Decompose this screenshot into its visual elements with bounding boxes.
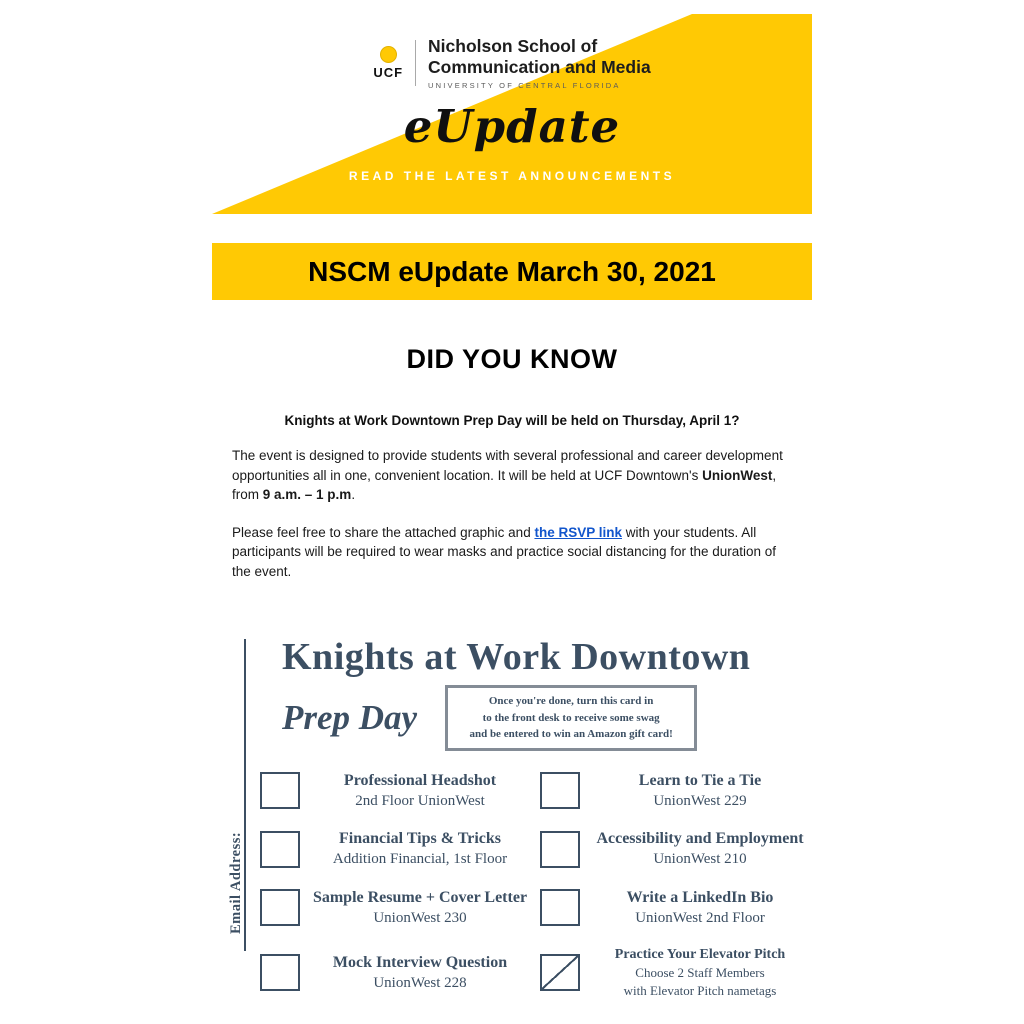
- school-name-line2: Communication and Media: [428, 56, 651, 77]
- header-banner: [212, 14, 812, 214]
- school-name-block: [428, 36, 651, 90]
- banner-inner: [212, 14, 812, 183]
- checkbox-graphic: [260, 889, 300, 926]
- para1-bold-unionwest: UnionWest: [702, 467, 773, 483]
- checkbox-graphic: [260, 954, 300, 991]
- school-name-line1: Nicholson School of: [428, 36, 598, 56]
- para1-text: The event is designed to provide students with several professional and career development opportunities all in one, convenient location. It will be held at UCF Downtown's: [232, 448, 783, 483]
- checklist-item-professional-headshot: [260, 771, 528, 812]
- checklist-item-linkedin-bio: [540, 888, 808, 929]
- prep-day-flyer-image: [212, 636, 812, 998]
- item-title: Accessibility and Employment: [596, 830, 804, 848]
- article-subheading: Knights at Work Downtown Prep Day will be held on Thursday, April 1?: [284, 413, 740, 428]
- checkbox-graphic: [260, 772, 300, 809]
- checklist-item-tie-a-tie: [540, 771, 808, 812]
- flyer-header: [282, 637, 812, 750]
- checklist-item-text: [312, 888, 528, 929]
- newsletter-title: NSCM eUpdate March 30, 2021: [308, 255, 716, 287]
- ucf-nscm-logo: [373, 36, 650, 90]
- item-title: Learn to Tie a Tie: [638, 771, 762, 789]
- checkbox-graphic-slashed: [540, 954, 580, 991]
- flyer-subtitle: Prep Day: [282, 697, 418, 737]
- para2-text: Please feel free to share the attached graphic and: [232, 524, 535, 540]
- para1-text-2: , from: [232, 467, 777, 503]
- item-location: Addition Financial, 1st Floor: [332, 851, 508, 868]
- item-title: Mock Interview Question: [332, 953, 508, 971]
- university-name: UNIVERSITY OF CENTRAL FLORIDA: [428, 81, 621, 91]
- checklist-item-elevator-pitch: [540, 946, 808, 999]
- item-location: UnionWest 228: [373, 974, 467, 991]
- checkbox-graphic: [540, 772, 580, 809]
- item-location-2: with Elevator Pitch nametags: [623, 982, 777, 998]
- checklist-item-text: [312, 829, 528, 870]
- para1-text-3: .: [351, 487, 356, 503]
- ucf-wordmark: UCF: [373, 65, 404, 81]
- item-location: UnionWest 229: [653, 792, 747, 809]
- article-paragraph-2: [232, 523, 792, 582]
- checklist-item-financial-tips: [260, 829, 528, 870]
- callout-line-3: and be entered to win an Amazon gift card!: [469, 728, 673, 741]
- rsvp-link[interactable]: the RSVP link: [534, 524, 622, 540]
- checkbox-graphic: [540, 831, 580, 868]
- checklist-item-accessibility-employment: [540, 829, 808, 870]
- newsletter-title-bar: [212, 243, 812, 300]
- checklist-item-text: [592, 946, 808, 999]
- ucf-mark: [373, 46, 403, 80]
- item-title: Practice Your Elevator Pitch: [614, 947, 786, 963]
- checklist-item-resume-cover-letter: [260, 888, 528, 929]
- logo-divider: [415, 40, 416, 86]
- item-title: Financial Tips & Tricks: [339, 830, 501, 848]
- email-content: [212, 0, 812, 998]
- para2-text-2: with your students. All participants will be required to wear masks and practice social distancing for the duration of the event.: [232, 524, 777, 579]
- callout-line-1: Once you're done, turn this card in: [488, 695, 654, 708]
- article-paragraph-1: [232, 446, 792, 505]
- item-location: UnionWest 2nd Floor: [635, 909, 765, 926]
- checklist-item-text: [592, 829, 808, 870]
- flyer-title: Knights at Work Downtown: [282, 636, 751, 679]
- checklist-item-text: [312, 953, 528, 994]
- checklist-item-text: [312, 771, 528, 812]
- para1-bold-time: 9 a.m. – 1 p.m: [262, 487, 352, 503]
- checkbox-graphic: [260, 831, 300, 868]
- checklist-item-text: [592, 888, 808, 929]
- item-location: 2nd Floor UnionWest: [355, 792, 485, 809]
- item-title: Write a LinkedIn Bio: [626, 888, 774, 906]
- item-title: Professional Headshot: [343, 771, 497, 789]
- flyer-checklist: [260, 771, 808, 1000]
- flyer-subrow: [282, 685, 812, 751]
- flyer-email-address-label: Email Address:: [228, 832, 244, 935]
- banner-tagline: READ THE LATEST ANNOUNCEMENTS: [348, 169, 676, 184]
- item-title: Sample Resume + Cover Letter: [312, 888, 528, 906]
- ucf-pegasus-icon: [380, 46, 397, 63]
- flyer-callout-box: [445, 685, 697, 751]
- section-heading: DID YOU KNOW: [406, 344, 618, 374]
- checklist-item-mock-interview: [260, 946, 528, 999]
- item-location: Choose 2 Staff Members: [635, 964, 765, 980]
- eupdate-masthead: eUpdate: [403, 100, 621, 154]
- item-location: UnionWest 230: [373, 909, 467, 926]
- checkbox-graphic: [540, 889, 580, 926]
- checklist-item-text: [592, 771, 808, 812]
- item-location: UnionWest 210: [653, 851, 747, 868]
- callout-line-2: to the front desk to receive some swag: [482, 711, 660, 724]
